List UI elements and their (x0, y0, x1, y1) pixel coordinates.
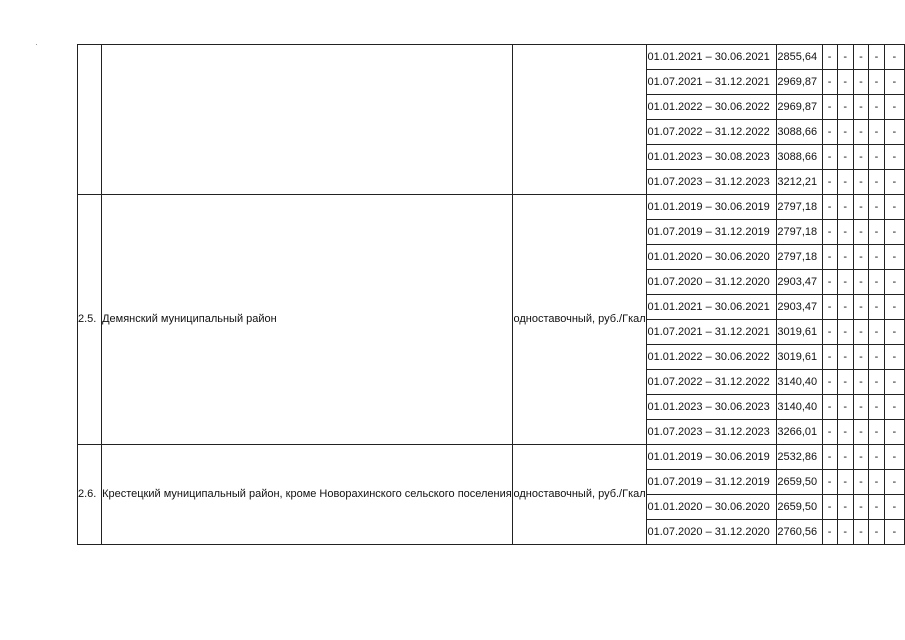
empty-value-cell: - (869, 520, 884, 545)
empty-value-cell: - (869, 170, 884, 195)
empty-value-cell: - (837, 470, 853, 495)
empty-value-cell: - (822, 320, 837, 345)
tariff-value-cell: 2797,18 (777, 220, 822, 245)
empty-value-cell: - (884, 195, 904, 220)
empty-value-cell: - (853, 520, 868, 545)
empty-value-cell: - (853, 45, 868, 70)
empty-value-cell: - (853, 245, 868, 270)
empty-value-cell: - (869, 45, 884, 70)
tariff-value-cell: 3140,40 (777, 370, 822, 395)
empty-value-cell: - (884, 145, 904, 170)
empty-value-cell: - (869, 220, 884, 245)
empty-value-cell: - (837, 245, 853, 270)
empty-value-cell: - (822, 145, 837, 170)
empty-value-cell: - (853, 320, 868, 345)
empty-value-cell: - (853, 170, 868, 195)
empty-value-cell: - (884, 220, 904, 245)
period-cell: 01.07.2020 – 31.12.2020 (647, 270, 777, 295)
empty-value-cell: - (822, 420, 837, 445)
empty-value-cell: - (853, 345, 868, 370)
empty-value-cell: - (869, 120, 884, 145)
empty-value-cell: - (869, 495, 884, 520)
empty-value-cell: - (822, 295, 837, 320)
empty-value-cell: - (884, 45, 904, 70)
row-number-cell: 2.5. (78, 195, 102, 445)
tariff-table-body (78, 45, 905, 545)
empty-value-cell: - (837, 270, 853, 295)
tariff-value-cell: 3088,66 (777, 145, 822, 170)
period-cell: 01.01.2019 – 30.06.2019 (647, 445, 777, 470)
empty-value-cell: - (884, 520, 904, 545)
empty-value-cell: - (869, 245, 884, 270)
empty-value-cell: - (869, 95, 884, 120)
empty-value-cell: - (837, 45, 853, 70)
empty-value-cell: - (837, 295, 853, 320)
empty-value-cell: - (822, 120, 837, 145)
period-cell: 01.07.2021 – 31.12.2021 (647, 70, 777, 95)
empty-value-cell: - (822, 445, 837, 470)
period-cell: 01.07.2023 – 31.12.2023 (647, 420, 777, 445)
period-cell: 01.07.2022 – 31.12.2022 (647, 370, 777, 395)
empty-value-cell: - (837, 445, 853, 470)
empty-value-cell: - (822, 370, 837, 395)
empty-value-cell: - (853, 445, 868, 470)
period-cell: 01.07.2021 – 31.12.2021 (647, 320, 777, 345)
empty-value-cell: - (869, 470, 884, 495)
empty-value-cell: - (837, 395, 853, 420)
tariff-value-cell: 2797,18 (777, 245, 822, 270)
empty-value-cell: - (822, 520, 837, 545)
period-cell: 01.07.2022 – 31.12.2022 (647, 120, 777, 145)
empty-value-cell: - (869, 70, 884, 95)
empty-value-cell: - (884, 420, 904, 445)
row-number-cell: 2.6. (78, 445, 102, 545)
tariff-value-cell: 3140,40 (777, 395, 822, 420)
period-cell: 01.01.2020 – 30.06.2020 (647, 245, 777, 270)
tariff-value-cell: 2797,18 (777, 195, 822, 220)
empty-value-cell: - (884, 470, 904, 495)
tariff-type-cell: одноставочный, руб./Гкал (512, 445, 647, 545)
empty-value-cell: - (853, 495, 868, 520)
scan-speck (36, 44, 37, 45)
empty-value-cell: - (853, 195, 868, 220)
tariff-value-cell: 2903,47 (777, 270, 822, 295)
empty-value-cell: - (822, 95, 837, 120)
empty-value-cell: - (869, 420, 884, 445)
tariff-value-cell: 3019,61 (777, 320, 822, 345)
empty-value-cell: - (884, 270, 904, 295)
municipality-name-cell (102, 45, 513, 195)
empty-value-cell: - (837, 70, 853, 95)
tariff-value-cell: 2659,50 (777, 495, 822, 520)
period-cell: 01.07.2020 – 31.12.2020 (647, 520, 777, 545)
empty-value-cell: - (869, 320, 884, 345)
tariff-value-cell: 3019,61 (777, 345, 822, 370)
empty-value-cell: - (853, 295, 868, 320)
tariff-value-cell: 3088,66 (777, 120, 822, 145)
empty-value-cell: - (869, 195, 884, 220)
empty-value-cell: - (884, 370, 904, 395)
empty-value-cell: - (853, 145, 868, 170)
period-cell: 01.01.2022 – 30.06.2022 (647, 95, 777, 120)
empty-value-cell: - (822, 270, 837, 295)
empty-value-cell: - (822, 495, 837, 520)
empty-value-cell: - (837, 345, 853, 370)
empty-value-cell: - (884, 320, 904, 345)
period-cell: 01.01.2023 – 30.08.2023 (647, 145, 777, 170)
tariff-value-cell: 2969,87 (777, 95, 822, 120)
period-cell: 01.01.2023 – 30.06.2023 (647, 395, 777, 420)
empty-value-cell: - (869, 145, 884, 170)
empty-value-cell: - (869, 445, 884, 470)
empty-value-cell: - (853, 70, 868, 95)
tariff-table (77, 44, 905, 545)
empty-value-cell: - (837, 520, 853, 545)
empty-value-cell: - (822, 395, 837, 420)
period-cell: 01.01.2021 – 30.06.2021 (647, 45, 777, 70)
empty-value-cell: - (853, 120, 868, 145)
table-row (78, 45, 905, 70)
period-cell: 01.07.2023 – 31.12.2023 (647, 170, 777, 195)
empty-value-cell: - (869, 370, 884, 395)
empty-value-cell: - (822, 345, 837, 370)
period-cell: 01.01.2022 – 30.06.2022 (647, 345, 777, 370)
tariff-value-cell: 2659,50 (777, 470, 822, 495)
empty-value-cell: - (822, 470, 837, 495)
period-cell: 01.01.2019 – 30.06.2019 (647, 195, 777, 220)
empty-value-cell: - (853, 370, 868, 395)
empty-value-cell: - (869, 345, 884, 370)
empty-value-cell: - (869, 395, 884, 420)
tariff-value-cell: 2969,87 (777, 70, 822, 95)
municipality-name-cell: Демянский муниципальный район (102, 195, 513, 445)
tariff-value-cell: 2760,56 (777, 520, 822, 545)
empty-value-cell: - (822, 195, 837, 220)
period-cell: 01.01.2021 – 30.06.2021 (647, 295, 777, 320)
empty-value-cell: - (853, 220, 868, 245)
municipality-name-cell: Крестецкий муниципальный район, кроме Новорахинского сельского поселения (102, 445, 513, 545)
empty-value-cell: - (869, 295, 884, 320)
empty-value-cell: - (884, 445, 904, 470)
empty-value-cell: - (837, 120, 853, 145)
tariff-type-cell: одноставочный, руб./Гкал (512, 195, 647, 445)
empty-value-cell: - (837, 495, 853, 520)
empty-value-cell: - (822, 170, 837, 195)
empty-value-cell: - (837, 420, 853, 445)
empty-value-cell: - (884, 170, 904, 195)
table-row (78, 195, 905, 220)
empty-value-cell: - (853, 95, 868, 120)
tariff-value-cell: 2532,86 (777, 445, 822, 470)
empty-value-cell: - (884, 395, 904, 420)
empty-value-cell: - (884, 495, 904, 520)
empty-value-cell: - (837, 170, 853, 195)
empty-value-cell: - (822, 220, 837, 245)
empty-value-cell: - (884, 95, 904, 120)
empty-value-cell: - (884, 345, 904, 370)
empty-value-cell: - (837, 195, 853, 220)
table-row (78, 445, 905, 470)
empty-value-cell: - (884, 295, 904, 320)
empty-value-cell: - (884, 120, 904, 145)
empty-value-cell: - (853, 420, 868, 445)
empty-value-cell: - (837, 145, 853, 170)
row-number-cell (78, 45, 102, 195)
tariff-value-cell: 3212,21 (777, 170, 822, 195)
tariff-value-cell: 2903,47 (777, 295, 822, 320)
empty-value-cell: - (837, 320, 853, 345)
period-cell: 01.07.2019 – 31.12.2019 (647, 220, 777, 245)
tariff-value-cell: 2855,64 (777, 45, 822, 70)
empty-value-cell: - (837, 370, 853, 395)
empty-value-cell: - (837, 95, 853, 120)
empty-value-cell: - (884, 70, 904, 95)
empty-value-cell: - (853, 270, 868, 295)
empty-value-cell: - (853, 395, 868, 420)
empty-value-cell: - (869, 270, 884, 295)
tariff-type-cell (512, 45, 647, 195)
period-cell: 01.07.2019 – 31.12.2019 (647, 470, 777, 495)
empty-value-cell: - (853, 470, 868, 495)
empty-value-cell: - (884, 245, 904, 270)
empty-value-cell: - (822, 45, 837, 70)
period-cell: 01.01.2020 – 30.06.2020 (647, 495, 777, 520)
empty-value-cell: - (837, 220, 853, 245)
tariff-value-cell: 3266,01 (777, 420, 822, 445)
empty-value-cell: - (822, 245, 837, 270)
empty-value-cell: - (822, 70, 837, 95)
